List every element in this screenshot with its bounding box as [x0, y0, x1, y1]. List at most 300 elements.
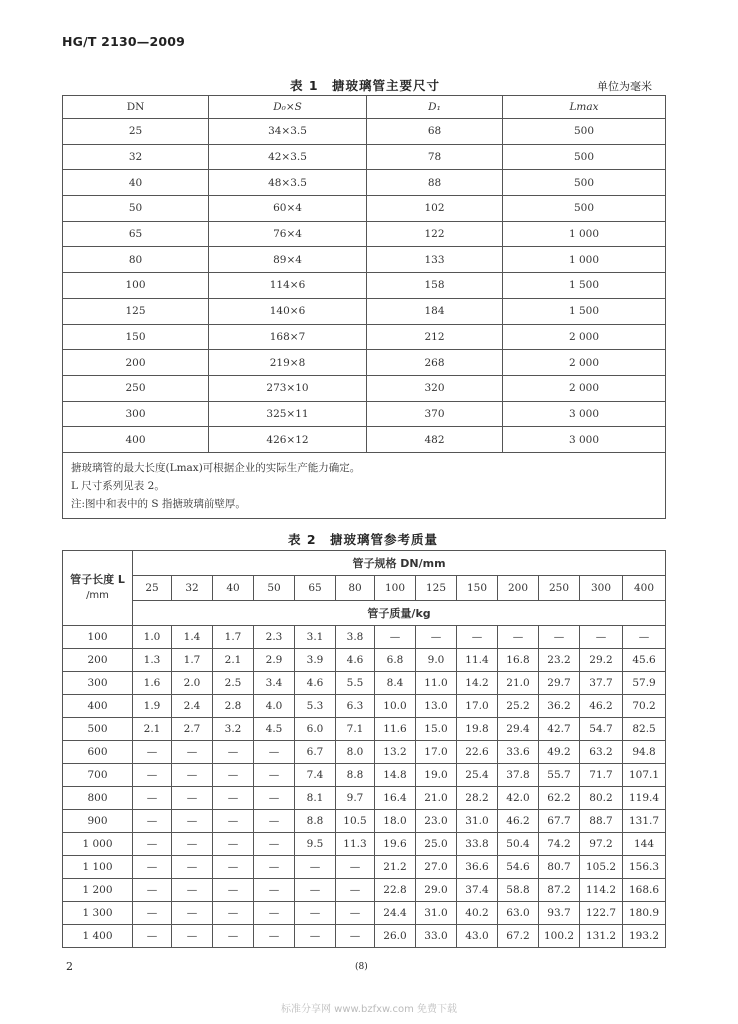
mass-cell: 29.7: [539, 672, 580, 695]
table-row: [63, 350, 666, 376]
table-cell: 150: [63, 324, 209, 350]
dn-header-cell: 50: [254, 576, 295, 601]
mass-cell: —: [213, 879, 254, 902]
table-cell: 500: [503, 196, 666, 222]
mass-cell: 87.2: [539, 879, 580, 902]
table-cell: 100: [63, 273, 209, 299]
length-cell: 1 100: [63, 856, 133, 879]
table-cell: 500: [503, 170, 666, 196]
table-cell: 3 000: [503, 427, 666, 453]
mass-cell: —: [172, 902, 213, 925]
mass-cell: 8.4: [375, 672, 416, 695]
mass-cell: —: [133, 787, 172, 810]
mass-cell: 11.3: [336, 833, 375, 856]
mass-cell: 43.0: [457, 925, 498, 948]
mass-cell: 33.0: [416, 925, 457, 948]
table-cell: 89×4: [209, 247, 367, 273]
mass-cell: 2.1: [133, 718, 172, 741]
col-header-d1: D₁: [367, 96, 503, 119]
mass-cell: 15.0: [416, 718, 457, 741]
length-cell: 500: [63, 718, 133, 741]
table-cell: 114×6: [209, 273, 367, 299]
mass-cell: 9.7: [336, 787, 375, 810]
dn-header-cell: 400: [623, 576, 666, 601]
table-cell: 60×4: [209, 196, 367, 222]
standard-code: HG/T 2130—2009: [62, 34, 186, 49]
table-cell: 168×7: [209, 324, 367, 350]
length-cell: 400: [63, 695, 133, 718]
mass-cell: 36.6: [457, 856, 498, 879]
mass-cell: 4.5: [254, 718, 295, 741]
mass-cell: 22.6: [457, 741, 498, 764]
mass-cell: —: [580, 626, 623, 649]
mass-cell: 16.8: [498, 649, 539, 672]
table-row: [63, 247, 666, 273]
mass-cell: —: [295, 925, 336, 948]
mass-cell: 62.2: [539, 787, 580, 810]
dn-header-cell: 40: [213, 576, 254, 601]
table-row: [63, 298, 666, 324]
mass-cell: 33.8: [457, 833, 498, 856]
table-cell: 370: [367, 401, 503, 427]
table-cell: 219×8: [209, 350, 367, 376]
table-cell: 68: [367, 119, 503, 145]
mass-cell: 50.4: [498, 833, 539, 856]
mass-cell: 13.0: [416, 695, 457, 718]
dn-header-cell: 80: [336, 576, 375, 601]
col-header-d0xs: D₀×S: [209, 96, 367, 119]
table-cell: 250: [63, 375, 209, 401]
dn-header-cell: 125: [416, 576, 457, 601]
mass-cell: 37.7: [580, 672, 623, 695]
table-row: [63, 879, 666, 902]
length-cell: 100: [63, 626, 133, 649]
mass-cell: 33.6: [498, 741, 539, 764]
mass-cell: 25.4: [457, 764, 498, 787]
mass-cell: 21.0: [416, 787, 457, 810]
mass-table: [62, 550, 666, 948]
length-cell: 600: [63, 741, 133, 764]
table-row: [63, 427, 666, 453]
dn-header-cell: 200: [498, 576, 539, 601]
mass-cell: 2.3: [254, 626, 295, 649]
table-cell: 2 000: [503, 375, 666, 401]
mass-cell: —: [416, 626, 457, 649]
mass-cell: 71.7: [580, 764, 623, 787]
table-row: [63, 273, 666, 299]
mass-cell: 25.0: [416, 833, 457, 856]
mass-cell: 193.2: [623, 925, 666, 948]
mass-cell: 11.6: [375, 718, 416, 741]
table-cell: 1 000: [503, 221, 666, 247]
col-header-lmax: Lmax: [503, 96, 666, 119]
length-cell: 900: [63, 810, 133, 833]
table-cell: 50: [63, 196, 209, 222]
mass-cell: 13.2: [375, 741, 416, 764]
table-row: [63, 810, 666, 833]
mass-cell: —: [172, 787, 213, 810]
mass-cell: 1.9: [133, 695, 172, 718]
mass-cell: 93.7: [539, 902, 580, 925]
mass-cell: 10.0: [375, 695, 416, 718]
table-row: [63, 375, 666, 401]
mass-cell: 8.0: [336, 741, 375, 764]
mass-cell: —: [457, 626, 498, 649]
length-header: [63, 551, 133, 626]
mass-cell: 63.2: [580, 741, 623, 764]
table-row: [63, 695, 666, 718]
mass-cell: 1.7: [213, 626, 254, 649]
mass-cell: 55.7: [539, 764, 580, 787]
mass-cell: 144: [623, 833, 666, 856]
mass-cell: 54.6: [498, 856, 539, 879]
mass-cell: —: [336, 902, 375, 925]
dn-header-cell: 250: [539, 576, 580, 601]
mass-cell: 180.9: [623, 902, 666, 925]
mass-cell: 45.6: [623, 649, 666, 672]
table-row: [63, 902, 666, 925]
mass-cell: 46.2: [580, 695, 623, 718]
mass-cell: 4.0: [254, 695, 295, 718]
mass-cell: 22.8: [375, 879, 416, 902]
mass-cell: 23.2: [539, 649, 580, 672]
mass-cell: 3.1: [295, 626, 336, 649]
table-cell: 300: [63, 401, 209, 427]
mass-cell: 42.7: [539, 718, 580, 741]
mass-cell: —: [172, 925, 213, 948]
mass-cell: 17.0: [457, 695, 498, 718]
mass-cell: 24.4: [375, 902, 416, 925]
mass-cell: 2.4: [172, 695, 213, 718]
table1-notes: [63, 452, 666, 518]
table-cell: 426×12: [209, 427, 367, 453]
mass-cell: 67.2: [498, 925, 539, 948]
table-cell: 3 000: [503, 401, 666, 427]
table-cell: 80: [63, 247, 209, 273]
length-cell: 700: [63, 764, 133, 787]
table-cell: 140×6: [209, 298, 367, 324]
mass-cell: 4.6: [336, 649, 375, 672]
mass-cell: —: [172, 879, 213, 902]
mass-cell: 80.2: [580, 787, 623, 810]
dn-header-cell: 300: [580, 576, 623, 601]
mass-cell: 9.5: [295, 833, 336, 856]
mass-cell: 1.0: [133, 626, 172, 649]
table-cell: 32: [63, 144, 209, 170]
table-cell: 78: [367, 144, 503, 170]
table-cell: 2 000: [503, 324, 666, 350]
mass-cell: 19.8: [457, 718, 498, 741]
mass-cell: 114.2: [580, 879, 623, 902]
table-cell: 125: [63, 298, 209, 324]
table-row: [63, 144, 666, 170]
note-line: L 尺寸系列见表 2。: [71, 479, 165, 492]
mass-cell: —: [254, 856, 295, 879]
mass-cell: 46.2: [498, 810, 539, 833]
table-cell: 500: [503, 119, 666, 145]
dn-header-cell: 32: [172, 576, 213, 601]
mass-cell: 105.2: [580, 856, 623, 879]
table-cell: 400: [63, 427, 209, 453]
length-cell: 1 000: [63, 833, 133, 856]
mass-cell: 67.7: [539, 810, 580, 833]
table-cell: 1 000: [503, 247, 666, 273]
table-cell: 122: [367, 221, 503, 247]
mass-cell: —: [172, 856, 213, 879]
table-cell: 268: [367, 350, 503, 376]
mass-cell: 88.7: [580, 810, 623, 833]
table-row: [63, 119, 666, 145]
mass-cell: 16.4: [375, 787, 416, 810]
mass-cell: 2.5: [213, 672, 254, 695]
table-cell: 1 500: [503, 273, 666, 299]
mass-cell: —: [254, 925, 295, 948]
table-row: [63, 170, 666, 196]
mass-cell: 1.6: [133, 672, 172, 695]
mass-cell: —: [172, 833, 213, 856]
table-cell: 42×3.5: [209, 144, 367, 170]
mass-cell: —: [539, 626, 580, 649]
footer-watermark: 标准分享网 www.bzfxw.com 免费下载: [281, 1004, 457, 1015]
table-cell: 1 500: [503, 298, 666, 324]
mass-cell: 8.8: [295, 810, 336, 833]
mass-cell: —: [254, 787, 295, 810]
mass-cell: 25.2: [498, 695, 539, 718]
table-cell: 25: [63, 119, 209, 145]
mass-cell: 6.7: [295, 741, 336, 764]
table-row: [63, 626, 666, 649]
mass-cell: —: [213, 741, 254, 764]
table-cell: 158: [367, 273, 503, 299]
mass-cell: 82.5: [623, 718, 666, 741]
mass-cell: —: [213, 764, 254, 787]
mass-cell: —: [133, 741, 172, 764]
mass-cell: 21.2: [375, 856, 416, 879]
mass-cell: 37.8: [498, 764, 539, 787]
table-cell: 500: [503, 144, 666, 170]
mass-cell: 28.2: [457, 787, 498, 810]
mass-cell: —: [375, 626, 416, 649]
table-row: [63, 196, 666, 222]
mass-cell: —: [295, 856, 336, 879]
mass-cell: 1.7: [172, 649, 213, 672]
mass-cell: 29.0: [416, 879, 457, 902]
table-cell: 88: [367, 170, 503, 196]
table-cell: 212: [367, 324, 503, 350]
mass-cell: 2.0: [172, 672, 213, 695]
mass-cell: 2.8: [213, 695, 254, 718]
mass-cell: 31.0: [457, 810, 498, 833]
mass-cell: 6.3: [336, 695, 375, 718]
note-line: 搪玻璃管的最大长度(Lmax)可根据企业的实际生产能力确定。: [71, 461, 361, 474]
mass-cell: —: [213, 787, 254, 810]
table-cell: 200: [63, 350, 209, 376]
mass-cell: —: [336, 879, 375, 902]
mass-cell: 11.0: [416, 672, 457, 695]
table-row: [63, 649, 666, 672]
table-row: [63, 787, 666, 810]
mass-cell: 23.0: [416, 810, 457, 833]
mass-cell: 80.7: [539, 856, 580, 879]
length-cell: 1 400: [63, 925, 133, 948]
mass-cell: 40.2: [457, 902, 498, 925]
mass-cell: —: [254, 833, 295, 856]
mass-cell: —: [133, 856, 172, 879]
mass-cell: 97.2: [580, 833, 623, 856]
mass-cell: —: [295, 879, 336, 902]
mass-cell: —: [336, 925, 375, 948]
table1-unit: 单位为毫米: [597, 80, 652, 93]
mass-cell: —: [213, 925, 254, 948]
mass-cell: 7.1: [336, 718, 375, 741]
mass-cell: 19.6: [375, 833, 416, 856]
table-row: [63, 672, 666, 695]
table2-title: 表 2 搪玻璃管参考质量: [288, 532, 439, 547]
mass-cell: 36.2: [539, 695, 580, 718]
mass-cell: 3.8: [336, 626, 375, 649]
table-cell: 34×3.5: [209, 119, 367, 145]
table-row: [63, 925, 666, 948]
mass-cell: 122.7: [580, 902, 623, 925]
mass-cell: 7.4: [295, 764, 336, 787]
mass-cell: 3.2: [213, 718, 254, 741]
mass-cell: 21.0: [498, 672, 539, 695]
table-row: [63, 718, 666, 741]
mass-cell: 74.2: [539, 833, 580, 856]
table-cell: 325×11: [209, 401, 367, 427]
table-cell: 482: [367, 427, 503, 453]
mass-cell: —: [336, 856, 375, 879]
mass-cell: —: [254, 879, 295, 902]
page-mark: (8): [355, 962, 368, 972]
mass-cell: —: [254, 764, 295, 787]
mass-cell: 29.2: [580, 649, 623, 672]
dn-header-cell: 65: [295, 576, 336, 601]
mass-cell: 9.0: [416, 649, 457, 672]
table-cell: 273×10: [209, 375, 367, 401]
mass-cell: 11.4: [457, 649, 498, 672]
mass-cell: 42.0: [498, 787, 539, 810]
table-cell: 65: [63, 221, 209, 247]
mass-cell: 14.2: [457, 672, 498, 695]
table-cell: 184: [367, 298, 503, 324]
mass-cell: —: [213, 856, 254, 879]
mass-cell: 57.9: [623, 672, 666, 695]
table-cell: 2 000: [503, 350, 666, 376]
mass-cell: —: [133, 879, 172, 902]
mass-cell: —: [133, 833, 172, 856]
dn-header-cell: 25: [133, 576, 172, 601]
mass-cell: 6.8: [375, 649, 416, 672]
mass-cell: —: [133, 925, 172, 948]
mass-cell: —: [623, 626, 666, 649]
mass-cell: —: [254, 741, 295, 764]
mass-cell: 70.2: [623, 695, 666, 718]
mass-cell: —: [254, 810, 295, 833]
mass-cell: 3.9: [295, 649, 336, 672]
table-cell: 48×3.5: [209, 170, 367, 196]
mass-cell: 29.4: [498, 718, 539, 741]
length-cell: 1 200: [63, 879, 133, 902]
mass-cell: 58.8: [498, 879, 539, 902]
mass-cell: 14.8: [375, 764, 416, 787]
table-cell: 102: [367, 196, 503, 222]
mass-cell: 94.8: [623, 741, 666, 764]
mass-cell: 131.7: [623, 810, 666, 833]
table-cell: 133: [367, 247, 503, 273]
mass-cell: —: [498, 626, 539, 649]
length-cell: 300: [63, 672, 133, 695]
mass-cell: —: [133, 764, 172, 787]
mass-header: 管子质量/kg: [133, 601, 666, 626]
mass-cell: 1.4: [172, 626, 213, 649]
col-header-dn: DN: [63, 96, 209, 119]
length-cell: 800: [63, 787, 133, 810]
dn-header-cell: 100: [375, 576, 416, 601]
mass-cell: 37.4: [457, 879, 498, 902]
mass-cell: —: [172, 764, 213, 787]
mass-cell: 4.6: [295, 672, 336, 695]
mass-cell: 17.0: [416, 741, 457, 764]
table-row: [63, 401, 666, 427]
mass-cell: —: [133, 902, 172, 925]
mass-cell: 10.5: [336, 810, 375, 833]
mass-cell: 49.2: [539, 741, 580, 764]
mass-cell: —: [133, 810, 172, 833]
table-cell: 40: [63, 170, 209, 196]
mass-cell: 1.3: [133, 649, 172, 672]
table1-title: 表 1 搪玻璃管主要尺寸: [290, 78, 441, 93]
mass-cell: 8.1: [295, 787, 336, 810]
mass-cell: —: [213, 810, 254, 833]
table-cell: 320: [367, 375, 503, 401]
mass-cell: 2.7: [172, 718, 213, 741]
table-row: [63, 324, 666, 350]
dn-header-cell: 150: [457, 576, 498, 601]
table-row: [63, 833, 666, 856]
mass-cell: 156.3: [623, 856, 666, 879]
mass-cell: —: [213, 902, 254, 925]
mass-cell: 168.6: [623, 879, 666, 902]
mass-cell: —: [172, 810, 213, 833]
mass-cell: —: [254, 902, 295, 925]
table-cell: 76×4: [209, 221, 367, 247]
table-row: [63, 764, 666, 787]
mass-cell: 63.0: [498, 902, 539, 925]
length-header-label: 管子长度 L: [70, 573, 125, 586]
length-cell: 200: [63, 649, 133, 672]
mass-cell: 8.8: [336, 764, 375, 787]
dimensions-table: [62, 95, 666, 519]
table-row: [63, 856, 666, 879]
mass-cell: 18.0: [375, 810, 416, 833]
note-line: 注:图中和表中的 S 指搪玻璃前壁厚。: [71, 497, 246, 510]
mass-cell: —: [213, 833, 254, 856]
mass-cell: 5.3: [295, 695, 336, 718]
spec-header: 管子规格 DN/mm: [133, 551, 666, 576]
table-row: [63, 741, 666, 764]
mass-cell: 5.5: [336, 672, 375, 695]
mass-cell: 107.1: [623, 764, 666, 787]
mass-cell: 131.2: [580, 925, 623, 948]
mass-cell: 6.0: [295, 718, 336, 741]
mass-cell: 119.4: [623, 787, 666, 810]
length-header-unit: /mm: [86, 590, 109, 601]
mass-cell: 2.1: [213, 649, 254, 672]
page-number: 2: [66, 960, 73, 973]
mass-cell: —: [295, 902, 336, 925]
mass-cell: 3.4: [254, 672, 295, 695]
